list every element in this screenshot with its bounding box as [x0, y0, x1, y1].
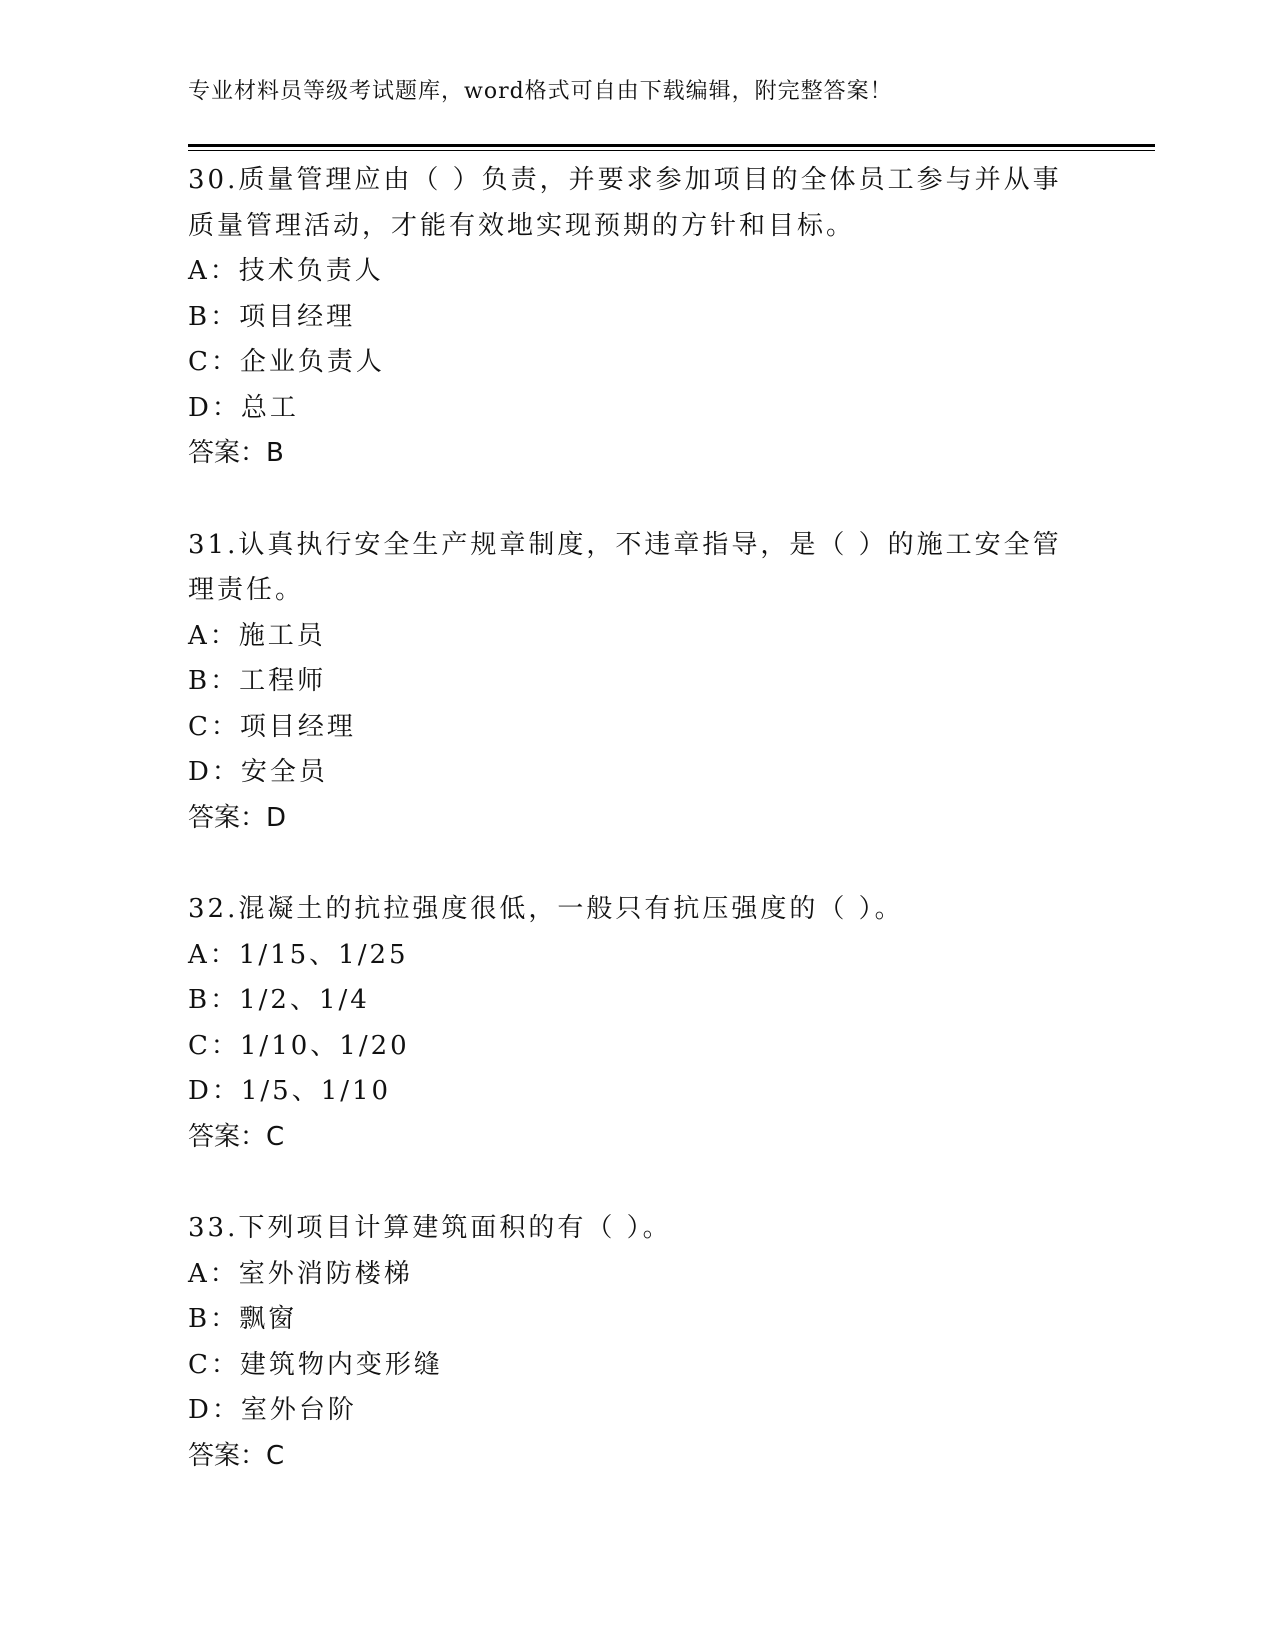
question-31 [188, 523, 1088, 842]
answer-line: 答案：D [188, 802, 287, 833]
question-stem: 32.混凝土的抗拉强度很低，一般只有抗压强度的（ ）。 [188, 894, 904, 924]
option-c: C：建筑物内变形缝 [188, 1349, 443, 1380]
option-b: B：项目经理 [188, 301, 356, 332]
option-a: A：1/15、1/25 [188, 939, 409, 970]
question-33 [188, 1206, 1088, 1479]
option-d: D：安全员 [188, 757, 328, 787]
question-30 [188, 158, 1088, 477]
option-b: B：飘窗 [188, 1304, 298, 1334]
option-a: A：施工员 [188, 620, 326, 651]
question-stem: 31.认真执行安全生产规章制度，不违章指导，是（ ）的施工安全管理责任。 [188, 529, 1062, 605]
answer-line: 答案：C [188, 1440, 285, 1471]
option-b: B：工程师 [188, 666, 327, 696]
question-list [188, 158, 1088, 1525]
option-a: A：技术负责人 [188, 256, 384, 286]
header-rule-thick [188, 144, 1155, 147]
option-d: D：室外台阶 [188, 1395, 357, 1425]
option-d: D：总工 [188, 392, 299, 423]
question-stem: 30.质量管理应由（ ）负责，并要求参加项目的全体员工参与并从事质量管理活动，才能有效地实现预期的方针和目标。 [188, 165, 1062, 241]
header-rule-thin [188, 150, 1155, 151]
option-c: C：企业负责人 [188, 347, 385, 377]
question-stem: 33.下列项目计算建筑面积的有（ ）。 [188, 1213, 672, 1243]
question-32 [188, 887, 1088, 1160]
option-c: C：项目经理 [188, 711, 356, 742]
answer-line: 答案：B [188, 438, 284, 468]
option-b: B：1/2、1/4 [188, 985, 370, 1015]
page-header: 专业材料员等级考试题库，word格式可自由下载编辑，附完整答案！ [188, 79, 893, 104]
answer-line: 答案：C [188, 1121, 285, 1152]
option-c: C：1/10、1/20 [188, 1030, 410, 1061]
option-d: D：1/5、1/10 [188, 1076, 392, 1106]
option-a: A：室外消防楼梯 [188, 1258, 413, 1289]
